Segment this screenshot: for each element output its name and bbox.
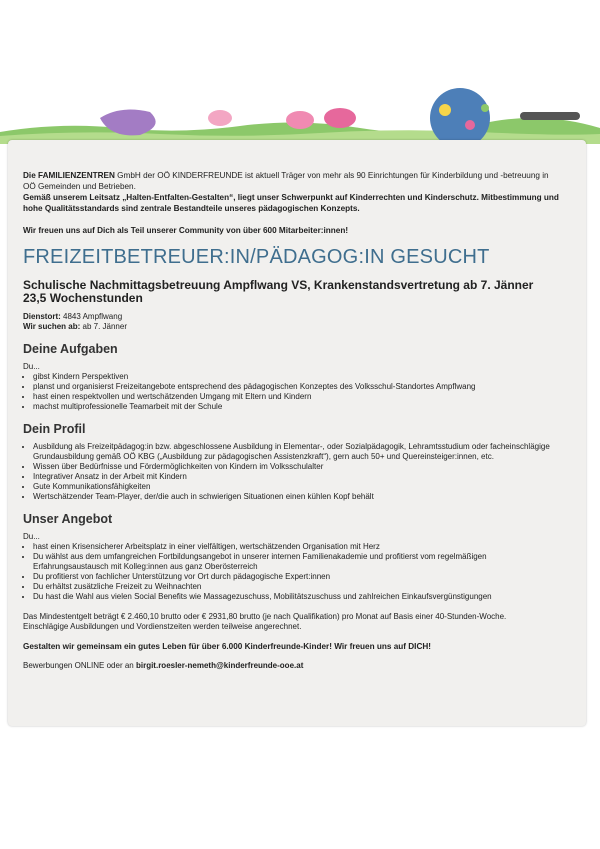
profile-list [23, 442, 563, 502]
intro-line2: Gemäß unserem Leitsatz „Halten-Entfalten-Gestalten“, liegt unser Schwerpunkt auf Kinderrechten und Kinderschutz. Mitbestimmung und hohe Qualitätsstandards sind zentrale Bestandteile unseres pädagogischen Konzepts. [23, 193, 559, 213]
tasks-heading: Deine Aufgaben [23, 342, 118, 356]
community-line: Wir freuen uns auf Dich als Teil unserer Community von über 600 Mitarbeiter:innen! [23, 226, 349, 235]
list-item: • Wissen über Bedürfnisse und Fördermöglichkeiten von Kindern im Volksschulalter [33, 462, 563, 472]
job-posting [23, 170, 563, 670]
list-item: • Du wählst aus dem umfangreichen Fortbildungsangebot in unserer internen Familienakademie und profitierst vom regelmäßigen Erfahrungsaustausch mit Kolleg:innen aus ganz Oberösterreich [33, 552, 563, 572]
offer-list [23, 542, 563, 602]
tasks-lead: Du... [23, 362, 40, 371]
list-item: • hast einen Krisensicherer Arbeitsplatz in einer vielfältigen, wertschätzenden Organisation mit Herz [33, 542, 563, 552]
header-illustration [0, 0, 600, 150]
list-item: • Wertschätzender Team-Player, der/die auch in schwierigen Situationen einen kühlen Kopf behält [33, 492, 563, 502]
list-item: • Gute Kommunikationsfähigkeiten [33, 482, 563, 492]
job-location: Dienstort: 4843 Ampflwang [23, 312, 123, 321]
list-item: • Du erhältst zusätzliche Freizeit zu Weihnachten [33, 582, 563, 592]
job-subtitle: Schulische Nachmittagsbetreuung Ampflwang VS, Krankenstandsvertretung ab 7. Jänner 23,5 Wochenstunden [23, 278, 534, 305]
intro-paragraph: Die FAMILIENZENTREN GmbH der OÖ KINDERFREUNDE ist aktuell Träger von mehr als 90 Einrichtungen für Kinderbildung und -betreuung in OÖ Gemeinden und Betrieben. Gemäß unserem Leitsatz „Halten-Entfalten-Gestalten“, liegt unser Schwerpunkt auf Kinderrechten und Kinderschutz. Mitbestimmung und hohe Qualitätsstandards sind zentrale Bestandteile unseres pädagogischen Konzepts. [23, 171, 559, 213]
offer-heading: Unser Angebot [23, 512, 113, 526]
page-title: FREIZEITBETREUER:IN/PÄDAGOG:IN GESUCHT [23, 246, 490, 268]
salary-info: Das Mindestentgelt beträgt € 2.460,10 brutto oder € 2931,80 brutto (je nach Qualifikation) pro Monat auf Basis einer 40-Stunden-Woche. Einschlägige Ausbildungen und Vordienstzeiten werden teilweise angerechnet. [23, 612, 507, 631]
list-item: • machst multiprofessionelle Teamarbeit mit der Schule [33, 402, 563, 412]
list-item: • hast einen respektvollen und wertschätzenden Umgang mit Eltern und Kindern [33, 392, 563, 402]
list-item: • gibst Kindern Perspektiven [33, 372, 563, 382]
application-info: Bewerbungen ONLINE oder an birgit.roesler-nemeth@kinderfreunde-ooe.at [23, 661, 304, 670]
application-email[interactable]: birgit.roesler-nemeth@kinderfreunde-ooe.at [135, 661, 304, 670]
tasks-list [23, 372, 563, 412]
list-item: • Du hast die Wahl aus vielen Social Benefits wie Massagezuschuss, Mobilitätszuschuss und zahlreichen Einkaufsvergünstigungen [33, 592, 563, 602]
profile-heading: Dein Profil [23, 422, 86, 436]
list-item: • Integrativer Ansatz in der Arbeit mit Kindern [33, 472, 563, 482]
closing-line: Gestalten wir gemeinsam ein gutes Leben für über 6.000 Kinderfreunde-Kinder! Wir freuen uns auf DICH! [23, 642, 432, 651]
list-item: • Ausbildung als Freizeitpädagog:in bzw. abgeschlossene Ausbildung in Elementar-, oder Sozialpädagogik, Lehramtsstudium oder facheinschlägige Grundausbildung gemäß OÖ KBG („Ausbildung zur pädagogischen Assistenzkraft“), gern auch 50+ und Quereinsteiger:innen, etc. [33, 442, 563, 462]
offer-lead: Du... [23, 532, 40, 541]
job-start: Wir suchen ab: ab 7. Jänner [23, 322, 127, 331]
list-item: • Du profitierst von fachlicher Unterstützung vor Ort durch pädagogische Expert:innen [33, 572, 563, 582]
list-item: • planst und organisierst Freizeitangebote entsprechend des pädagogischen Konzeptes des Volksschul-Standortes Ampflwang [33, 382, 563, 392]
